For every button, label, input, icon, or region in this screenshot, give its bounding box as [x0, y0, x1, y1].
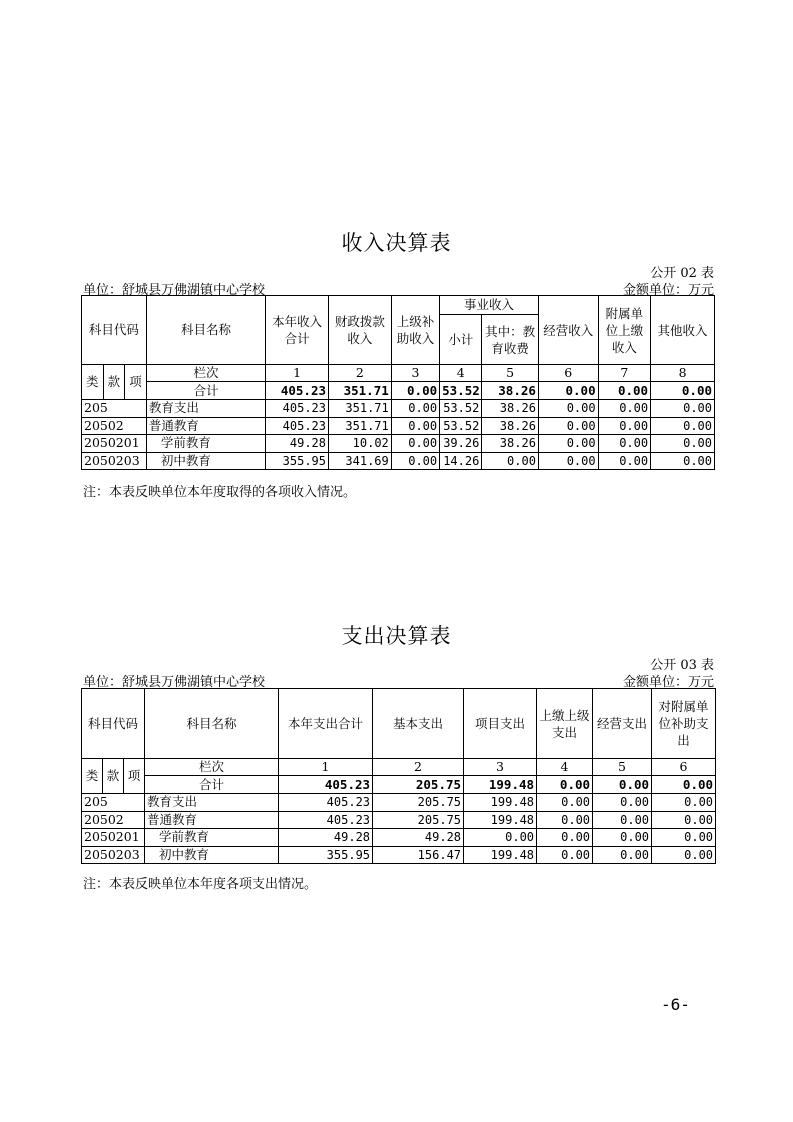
total-value: 0.00	[652, 776, 716, 794]
row-value: 0.00	[391, 435, 439, 453]
row-value: 0.00	[538, 417, 598, 435]
row-value: 38.26	[482, 400, 539, 418]
row-value: 205.75	[373, 794, 464, 812]
expense-money-unit: 金额单位：万元	[622, 675, 714, 690]
col-number: 2	[329, 365, 392, 382]
row-value: 351.71	[329, 400, 392, 418]
row-value: 0.00	[537, 829, 593, 847]
header-name: 科目名称	[145, 689, 279, 759]
row-value: 351.71	[329, 417, 392, 435]
row-value: 49.28	[266, 435, 329, 453]
row-value: 0.00	[538, 435, 598, 453]
table-row	[82, 435, 715, 453]
row-value: 405.23	[266, 400, 329, 418]
page-number: -6-	[661, 995, 690, 1014]
row-value: 341.69	[329, 452, 392, 470]
row-value: 0.00	[651, 400, 715, 418]
row-value: 39.26	[440, 435, 482, 453]
total-label: 合计	[145, 776, 279, 794]
row-value: 0.00	[391, 452, 439, 470]
row-value: 0.00	[538, 400, 598, 418]
total-row	[82, 776, 716, 794]
row-value: 0.00	[464, 829, 537, 847]
row-value: 0.00	[537, 846, 593, 864]
row-code: 2050203	[82, 452, 147, 470]
total-value: 0.00	[651, 382, 715, 400]
row-name: 普通教育	[146, 417, 265, 435]
row-value: 0.00	[652, 794, 716, 812]
row-code: 2050203	[82, 846, 145, 864]
row-value: 199.48	[464, 846, 537, 864]
header-xiang: 项	[125, 365, 147, 400]
row-value: 14.26	[440, 452, 482, 470]
row-name: 普通教育	[145, 811, 279, 829]
row-value: 0.00	[593, 829, 652, 847]
income-table	[81, 295, 715, 470]
total-value: 0.00	[391, 382, 439, 400]
total-value: 0.00	[593, 776, 652, 794]
expense-note: 注：本表反映单位本年度各项支出情况。	[83, 877, 318, 892]
expense-table-code: 公开 03 表	[650, 658, 714, 673]
total-value: 205.75	[373, 776, 464, 794]
row-value: 355.95	[266, 452, 329, 470]
row-name: 教育支出	[145, 794, 279, 812]
row-code: 20502	[82, 811, 145, 829]
total-value: 0.00	[538, 382, 598, 400]
row-value: 49.28	[373, 829, 464, 847]
header-upper: 上级补助收入	[391, 296, 439, 365]
col-number: 4	[537, 759, 593, 776]
row-value: 0.00	[593, 811, 652, 829]
col-number: 4	[440, 365, 482, 382]
row-name: 初中教育	[146, 452, 265, 470]
header-project: 项目支出	[464, 689, 537, 759]
income-unit: 单位：舒城县万佛湖镇中心学校	[83, 283, 266, 298]
total-value: 199.48	[464, 776, 537, 794]
row-value: 0.00	[537, 794, 593, 812]
header-lanci: 栏次	[146, 365, 265, 382]
total-row	[82, 382, 715, 400]
income-table-title: 收入决算表	[341, 231, 452, 255]
row-code: 20502	[82, 417, 147, 435]
header-total: 本年收入合计	[266, 296, 329, 365]
row-code: 2050201	[82, 829, 145, 847]
income-note: 注：本表反映单位本年度取得的各项收入情况。	[83, 485, 357, 500]
row-name: 学前教育	[146, 435, 265, 453]
row-value: 199.48	[464, 811, 537, 829]
header-affiliate: 附属单位上缴收入	[598, 296, 650, 365]
row-value: 156.47	[373, 846, 464, 864]
total-value: 351.71	[329, 382, 392, 400]
header-business: 事业收入	[440, 296, 539, 315]
row-value: 0.00	[391, 400, 439, 418]
row-name: 初中教育	[145, 846, 279, 864]
row-value: 205.75	[373, 811, 464, 829]
header-other: 其他收入	[651, 296, 715, 365]
row-value: 0.00	[593, 846, 652, 864]
row-value: 0.00	[598, 435, 650, 453]
header-affiliate: 对附属单位补助支出	[652, 689, 716, 759]
row-value: 53.52	[440, 417, 482, 435]
row-code: 205	[82, 794, 145, 812]
income-table-code: 公开 02 表	[650, 266, 714, 281]
expense-unit: 单位：舒城县万佛湖镇中心学校	[83, 675, 266, 690]
row-value: 38.26	[482, 417, 539, 435]
col-number: 3	[464, 759, 537, 776]
header-kuan: 款	[103, 759, 124, 794]
row-value: 0.00	[652, 829, 716, 847]
row-value: 355.95	[279, 846, 373, 864]
row-value: 49.28	[279, 829, 373, 847]
total-label: 合计	[146, 382, 265, 400]
income-money-unit: 金额单位：万元	[622, 283, 714, 298]
header-total: 本年支出合计	[279, 689, 373, 759]
total-value: 0.00	[598, 382, 650, 400]
header-code: 科目代码	[82, 689, 145, 759]
header-name: 科目名称	[146, 296, 265, 365]
row-value: 0.00	[593, 794, 652, 812]
total-value: 405.23	[266, 382, 329, 400]
header-operating: 经营收入	[538, 296, 598, 365]
row-value: 0.00	[482, 452, 539, 470]
header-lei: 类	[82, 365, 104, 400]
row-value: 38.26	[482, 435, 539, 453]
header-lanci: 栏次	[145, 759, 279, 776]
table-row	[82, 829, 716, 847]
col-number: 1	[279, 759, 373, 776]
table-row	[82, 452, 715, 470]
header-basic: 基本支出	[373, 689, 464, 759]
row-value: 0.00	[651, 417, 715, 435]
col-number: 3	[391, 365, 439, 382]
row-name: 学前教育	[145, 829, 279, 847]
row-value: 0.00	[537, 811, 593, 829]
table-row	[82, 794, 716, 812]
table-row	[82, 400, 715, 418]
header-xiang: 项	[124, 759, 145, 794]
col-number: 6	[538, 365, 598, 382]
header-subtotal: 小计	[440, 315, 482, 365]
total-value: 53.52	[440, 382, 482, 400]
col-number: 2	[373, 759, 464, 776]
row-value: 10.02	[329, 435, 392, 453]
header-edu-fee: 其中：教育收费	[482, 315, 539, 365]
table-row	[82, 811, 716, 829]
total-value: 405.23	[279, 776, 373, 794]
expense-table-title: 支出决算表	[341, 624, 452, 648]
row-value: 0.00	[652, 846, 716, 864]
row-value: 0.00	[652, 811, 716, 829]
table-row	[82, 417, 715, 435]
col-number: 5	[482, 365, 539, 382]
row-value: 0.00	[598, 452, 650, 470]
expense-table	[81, 688, 716, 864]
total-value: 0.00	[537, 776, 593, 794]
col-number: 1	[266, 365, 329, 382]
header-operating: 经营支出	[593, 689, 652, 759]
row-value: 405.23	[279, 811, 373, 829]
header-upper: 上缴上级支出	[537, 689, 593, 759]
col-number: 7	[598, 365, 650, 382]
header-code: 科目代码	[82, 296, 147, 365]
row-name: 教育支出	[146, 400, 265, 418]
total-value: 38.26	[482, 382, 539, 400]
row-code: 2050201	[82, 435, 147, 453]
row-value: 405.23	[279, 794, 373, 812]
header-kuan: 款	[103, 365, 125, 400]
row-code: 205	[82, 400, 147, 418]
col-number: 8	[651, 365, 715, 382]
row-value: 53.52	[440, 400, 482, 418]
row-value: 0.00	[598, 417, 650, 435]
header-fiscal: 财政拨款收入	[329, 296, 392, 365]
row-value: 0.00	[391, 417, 439, 435]
header-lei: 类	[82, 759, 103, 794]
row-value: 0.00	[598, 400, 650, 418]
col-number: 5	[593, 759, 652, 776]
row-value: 0.00	[651, 452, 715, 470]
row-value: 0.00	[651, 435, 715, 453]
row-value: 405.23	[266, 417, 329, 435]
row-value: 199.48	[464, 794, 537, 812]
row-value: 0.00	[538, 452, 598, 470]
col-number: 6	[652, 759, 716, 776]
table-row	[82, 846, 716, 864]
